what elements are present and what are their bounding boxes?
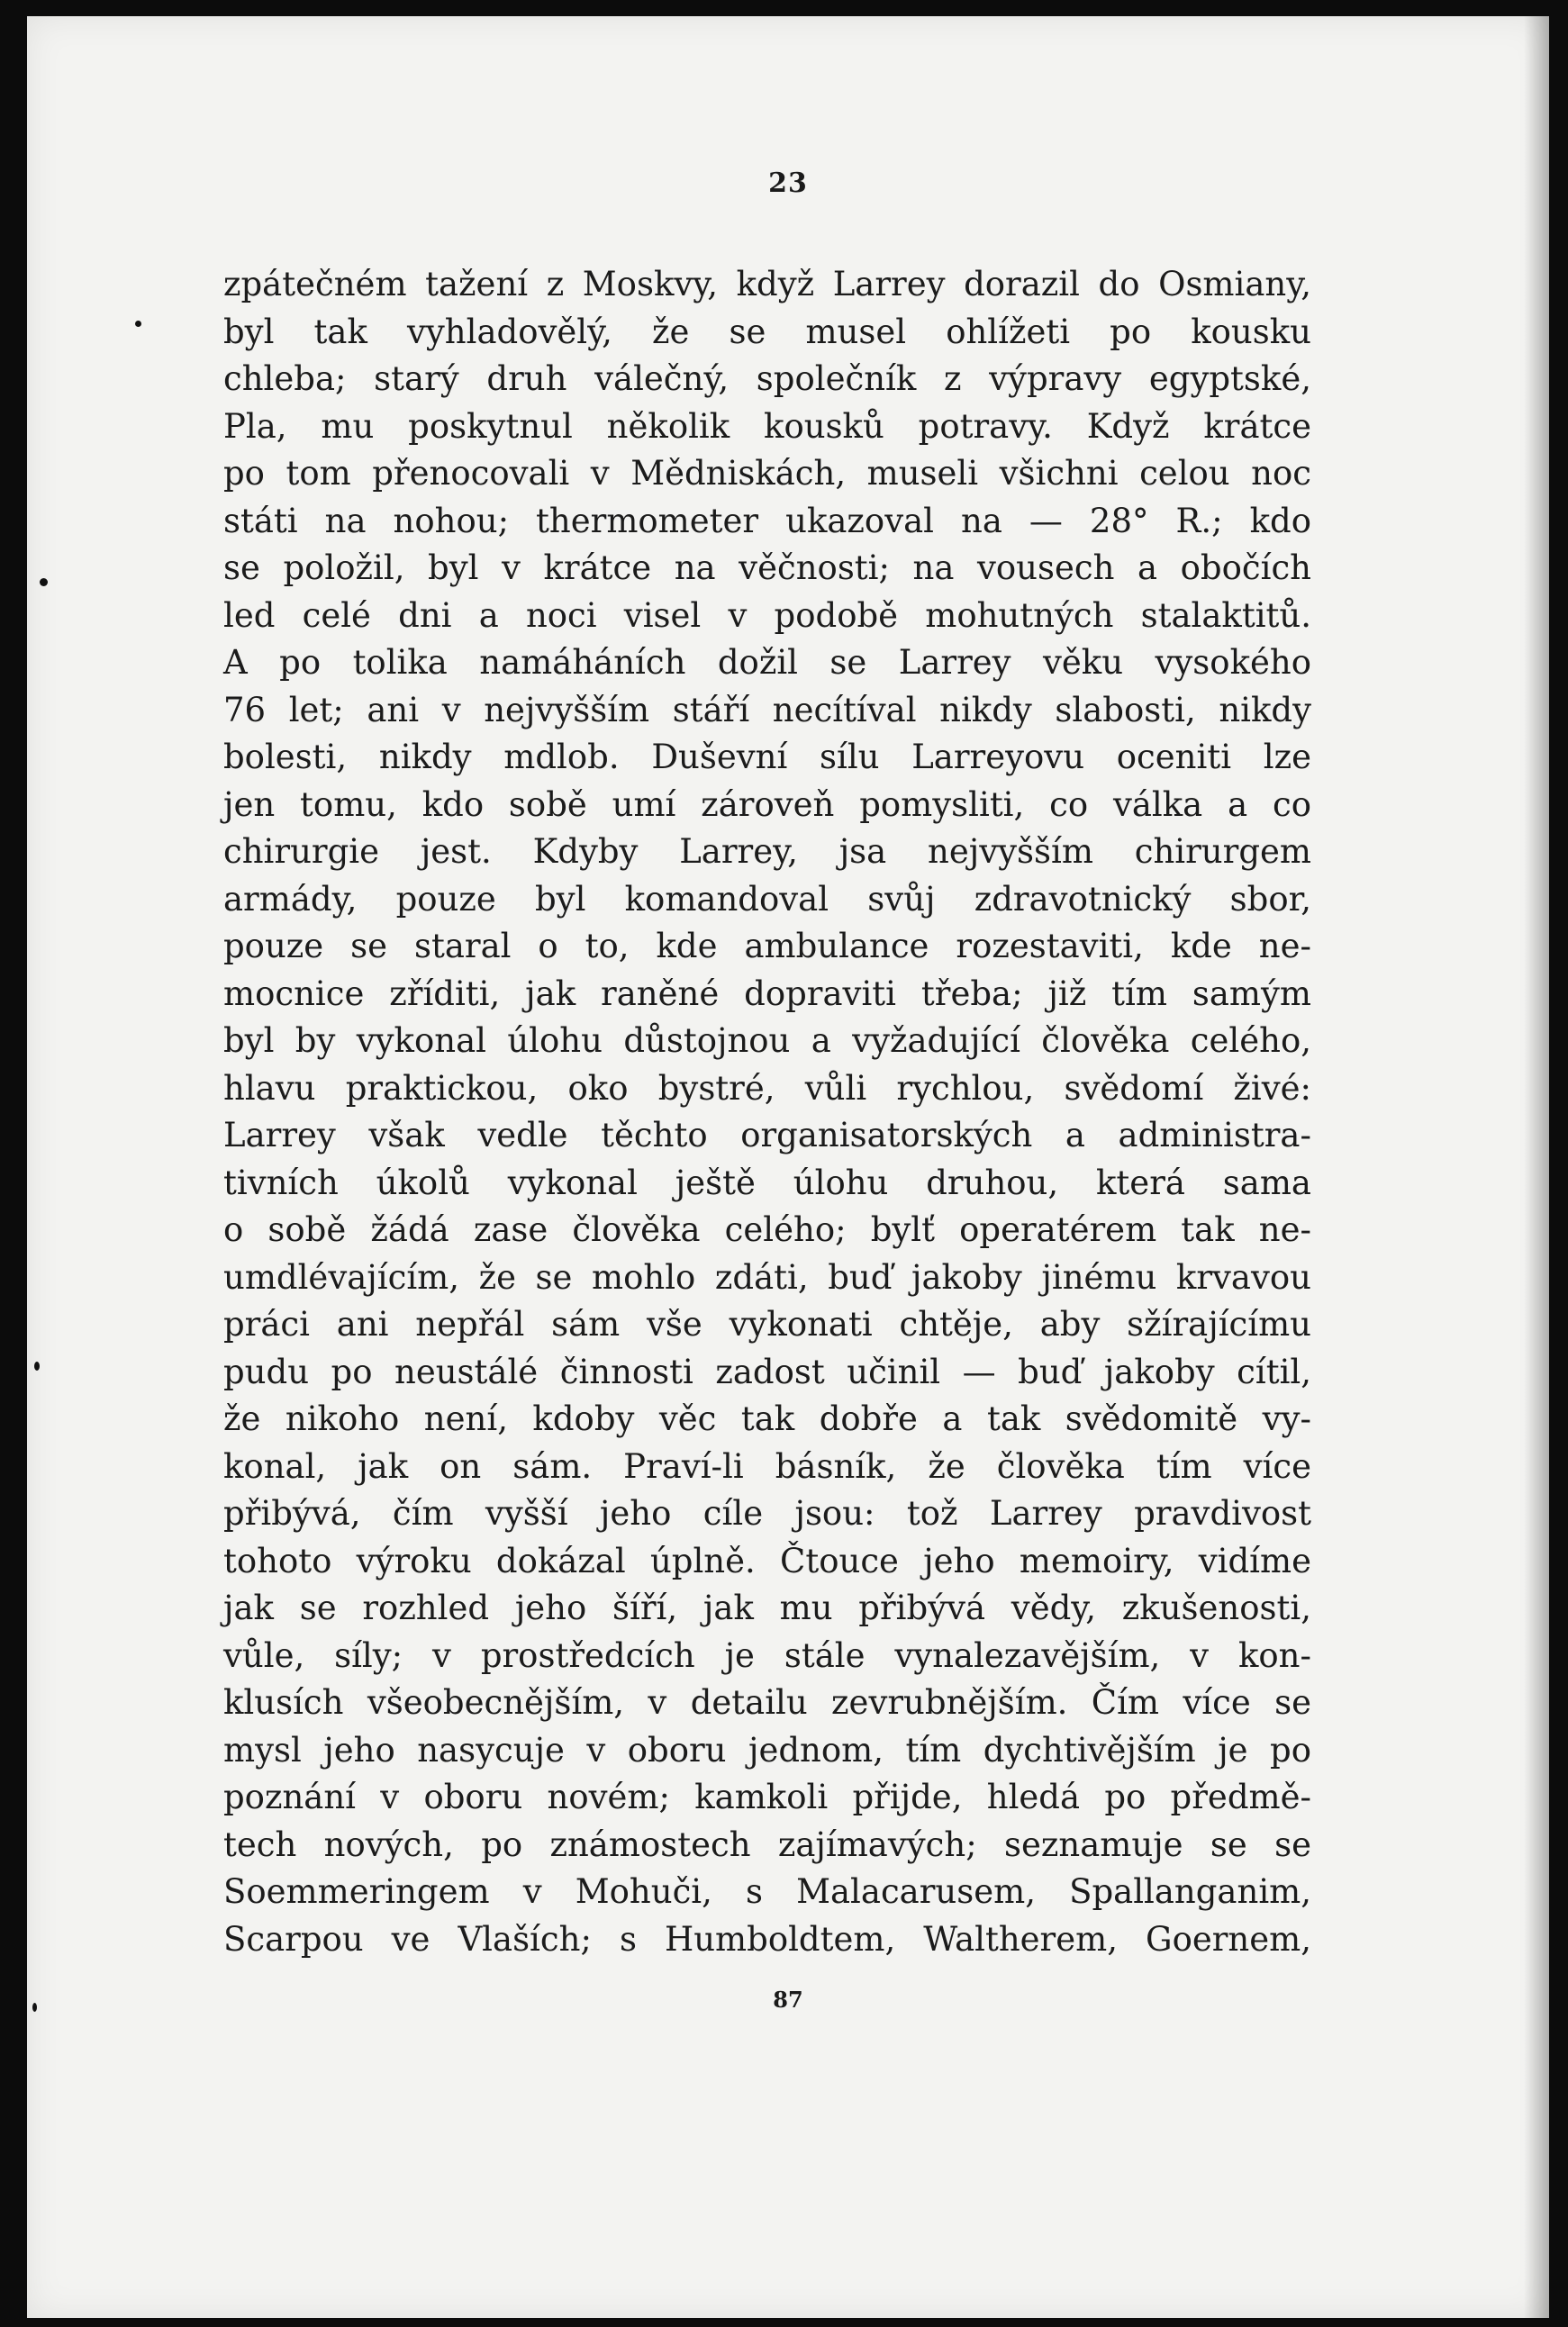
text-line: chirurgie jest. Kdyby Larrey, jsa nejvyšším chirurgem bbox=[223, 832, 1311, 871]
text-line: 76 let; ani v nejvyšším stáří necítíval nikdy slabosti, nikdy bbox=[223, 690, 1311, 729]
body-text bbox=[223, 261, 1311, 1963]
text-line: po tom přenocovali v Mědniskách, museli všichni celou noc bbox=[223, 454, 1311, 493]
text-line: o sobě žádá zase člověka celého; bylť operatérem tak ne- bbox=[223, 1210, 1311, 1249]
text-line: práci ani nepřál sám vše vykonati chtěje, aby sžírajícímu bbox=[223, 1305, 1311, 1344]
text-line: led celé dni a noci visel v podobě mohutných stalaktitů. bbox=[223, 595, 1311, 635]
page-number: 23 bbox=[768, 168, 808, 199]
text-line: konal, jak on sám. Praví-li básník, že člověka tím více bbox=[223, 1446, 1311, 1486]
text-line: Pla, mu poskytnul několik kousků potravy. Když krátce bbox=[223, 406, 1311, 446]
text-line: pouze se staral o to, kde ambulance rozestaviti, kde ne- bbox=[223, 927, 1311, 965]
text-line: mocnice zříditi, jak raněné dopraviti třeba; již tím samým bbox=[223, 973, 1311, 1013]
text-line: chleba; starý druh válečný, společník z výpravy egyptské, bbox=[223, 359, 1311, 398]
text-line: že nikoho není, kdoby věc tak dobře a tak svědomitě vy- bbox=[223, 1399, 1311, 1438]
text-line: jen tomu, kdo sobě umí zároveň pomysliti, co válka a co bbox=[223, 784, 1311, 824]
text-line: se položil, byl v krátce na věčnosti; na vousech a obočích bbox=[223, 548, 1311, 587]
text-line: byl by vykonal úlohu důstojnou a vyžadující člověka celého, bbox=[223, 1021, 1311, 1060]
text-line: přibývá, čím vyšší jeho cíle jsou: tož Larrey pravdivost bbox=[223, 1494, 1311, 1533]
text-line: zpátečném tažení z Moskvy, když Larrey dorazil do Osmiany, bbox=[223, 265, 1311, 303]
text-line: poznání v oboru novém; kamkoli přijde, hledá po předmě- bbox=[223, 1778, 1311, 1816]
text-line: vůle, síly; v prostředcích je stále vynalezavějším, v kon- bbox=[223, 1635, 1311, 1675]
text-line: mysl jeho nasycuje v oboru jednom, tím dychtivějším je po bbox=[223, 1730, 1311, 1770]
text-line: státi na nohou; thermometer ukazoval na — 28° R.; kdo bbox=[223, 501, 1311, 540]
text-line: byl tak vyhladovělý, že se musel ohlížeti po kousku bbox=[223, 312, 1311, 351]
text-line: A po tolika namáháních dožil se Larrey věku vysokého bbox=[223, 643, 1311, 682]
text-line: jak se rozhled jeho šíří, jak mu přibývá vědy, zkušenosti, bbox=[223, 1589, 1311, 1627]
text-line: klusích všeobecnějším, v detailu zevrubnějším. Čím více se bbox=[223, 1683, 1311, 1722]
text-line: Larrey však vedle těchto organisatorských a administra- bbox=[223, 1116, 1311, 1154]
scan-speck-mark bbox=[34, 1362, 40, 1371]
book-page bbox=[27, 16, 1549, 2318]
page-edge-shadow bbox=[1524, 16, 1549, 2318]
text-line: hlavu praktickou, oko bystré, vůli rychlou, svědomí živé: bbox=[223, 1068, 1311, 1108]
text-line: bolesti, nikdy mdlob. Duševní sílu Larreyovu oceniti lze bbox=[223, 738, 1311, 776]
text-line: umdlévajícím, že se mohlo zdáti, buď jakoby jinému krvavou bbox=[223, 1257, 1311, 1297]
text-line: Scarpou ve Vlaších; s Humboldtem, Waltherem, Goernem, bbox=[223, 1919, 1311, 1959]
scan-speck-mark bbox=[40, 578, 48, 586]
scan-speck-mark bbox=[135, 321, 141, 327]
text-line: tech nových, po známostech zajímavých; seznamuje se se bbox=[223, 1824, 1311, 1864]
text-line: pudu po neustálé činnosti zadost učinil — buď jakoby cítil, bbox=[223, 1352, 1311, 1391]
scan-speck-mark bbox=[32, 2003, 37, 2012]
text-line: tivních úkolů vykonal ještě úlohu druhou, která sama bbox=[223, 1163, 1311, 1202]
text-line: armády, pouze byl komandoval svůj zdravotnický sbor, bbox=[223, 879, 1311, 919]
text-line: tohoto výroku dokázal úplně. Čtouce jeho memoiry, vidíme bbox=[223, 1541, 1311, 1580]
printer-signature-mark: 87 bbox=[773, 1987, 803, 2013]
text-line: Soemmeringem v Mohuči, s Malacarusem, Spallanganim, bbox=[223, 1872, 1311, 1911]
